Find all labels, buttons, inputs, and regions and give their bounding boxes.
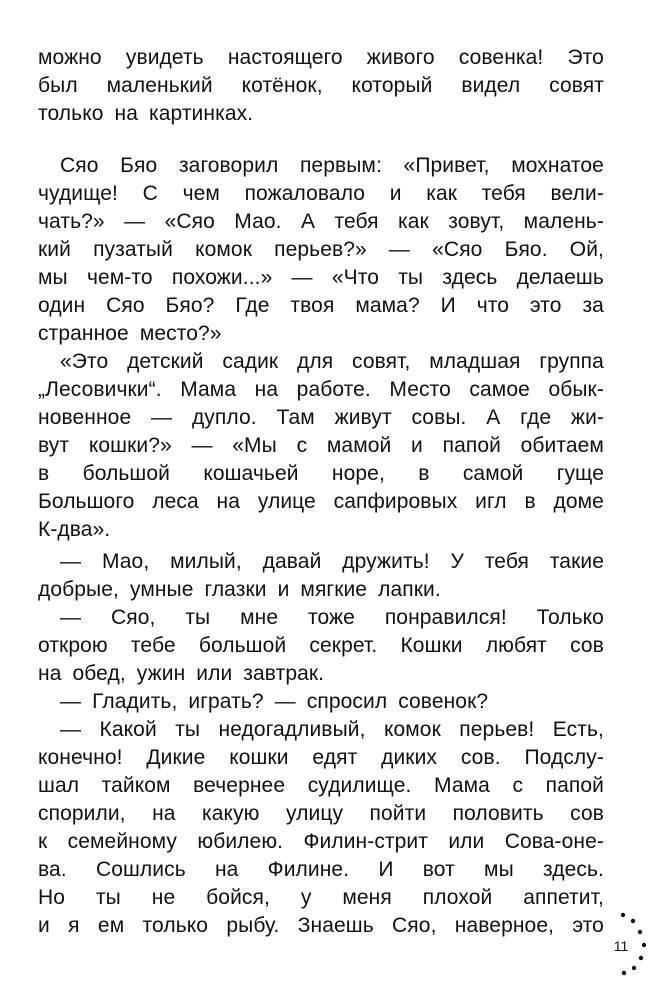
text-line: — Сяо, ты мне тоже понравился! Только bbox=[60, 606, 604, 629]
text-line: один Сяо Бяо? Где твоя мама? И что это за bbox=[38, 294, 604, 317]
text-line: «Это детский садик для совят, младшая группа bbox=[60, 350, 604, 373]
text-line: открою тебе большой секрет. Кошки любят сов bbox=[38, 634, 604, 657]
text-line: К-два». bbox=[38, 518, 111, 541]
text-line: — Мао, милый, давай дружить! У тебя такие bbox=[60, 550, 604, 573]
text-line: мы чем-то похожи...» — «Что ты здесь делаешь bbox=[38, 266, 604, 289]
text-line: вут кошки?» — «Мы с мамой и папой обитаем bbox=[38, 434, 604, 457]
text-line: только на картинках. bbox=[38, 102, 254, 125]
text-line: на обед, ужин или завтрак. bbox=[38, 662, 325, 685]
text-line: — Гладить, играть? — спросил совенок? bbox=[60, 690, 489, 713]
text-line: новенное — дупло. Там живут совы. А где жи- bbox=[38, 406, 604, 429]
text-line: ва. Сошлись на Филине. И вот мы здесь. bbox=[38, 858, 604, 881]
text-line: „Лесовички“. Мама на работе. Место самое обык- bbox=[38, 378, 604, 401]
text-line: Сяо Бяо заговорил первым: «Привет, мохнатое bbox=[60, 154, 604, 177]
page-number: 11 bbox=[613, 938, 629, 954]
text-line: добрые, умные глазки и мягкие лапки. bbox=[38, 578, 441, 601]
text-line: чудище! С чем пожаловало и как тебя вели- bbox=[38, 182, 604, 205]
text-line: к семейному юбилею. Филин-стрит или Сова-оне- bbox=[38, 830, 604, 853]
text-line: можно увидеть настоящего живого совенка! Это bbox=[38, 46, 604, 69]
text-line: Большого леса на улице сапфировых игл в доме bbox=[38, 490, 604, 513]
text-line: Но ты не бойся, у меня плохой аппетит, bbox=[38, 886, 604, 909]
text-line: и я ем только рыбу. Знаешь Сяо, наверное, это bbox=[38, 914, 604, 937]
text-line: конечно! Дикие кошки едят диких сов. Подслу- bbox=[38, 746, 604, 769]
text-line: — Какой ты недогадливый, комок перьев! Есть, bbox=[60, 718, 604, 741]
text-line: был маленький котёнок, который видел совят bbox=[38, 74, 604, 97]
text-line: в большой кошачьей норе, в самой гуще bbox=[38, 462, 604, 485]
text-line: странное место?» bbox=[38, 322, 222, 345]
text-line: шал тайком вечернее судилище. Мама с папой bbox=[38, 774, 604, 797]
text-line: кий пузатый комок перьев?» — «Сяо Бяо. Ой, bbox=[38, 238, 604, 261]
text-line: чать?» — «Сяо Мао. А тебя как зовут, малень- bbox=[38, 210, 604, 233]
text-line: спорили, на какую улицу пойти половить сов bbox=[38, 802, 604, 825]
